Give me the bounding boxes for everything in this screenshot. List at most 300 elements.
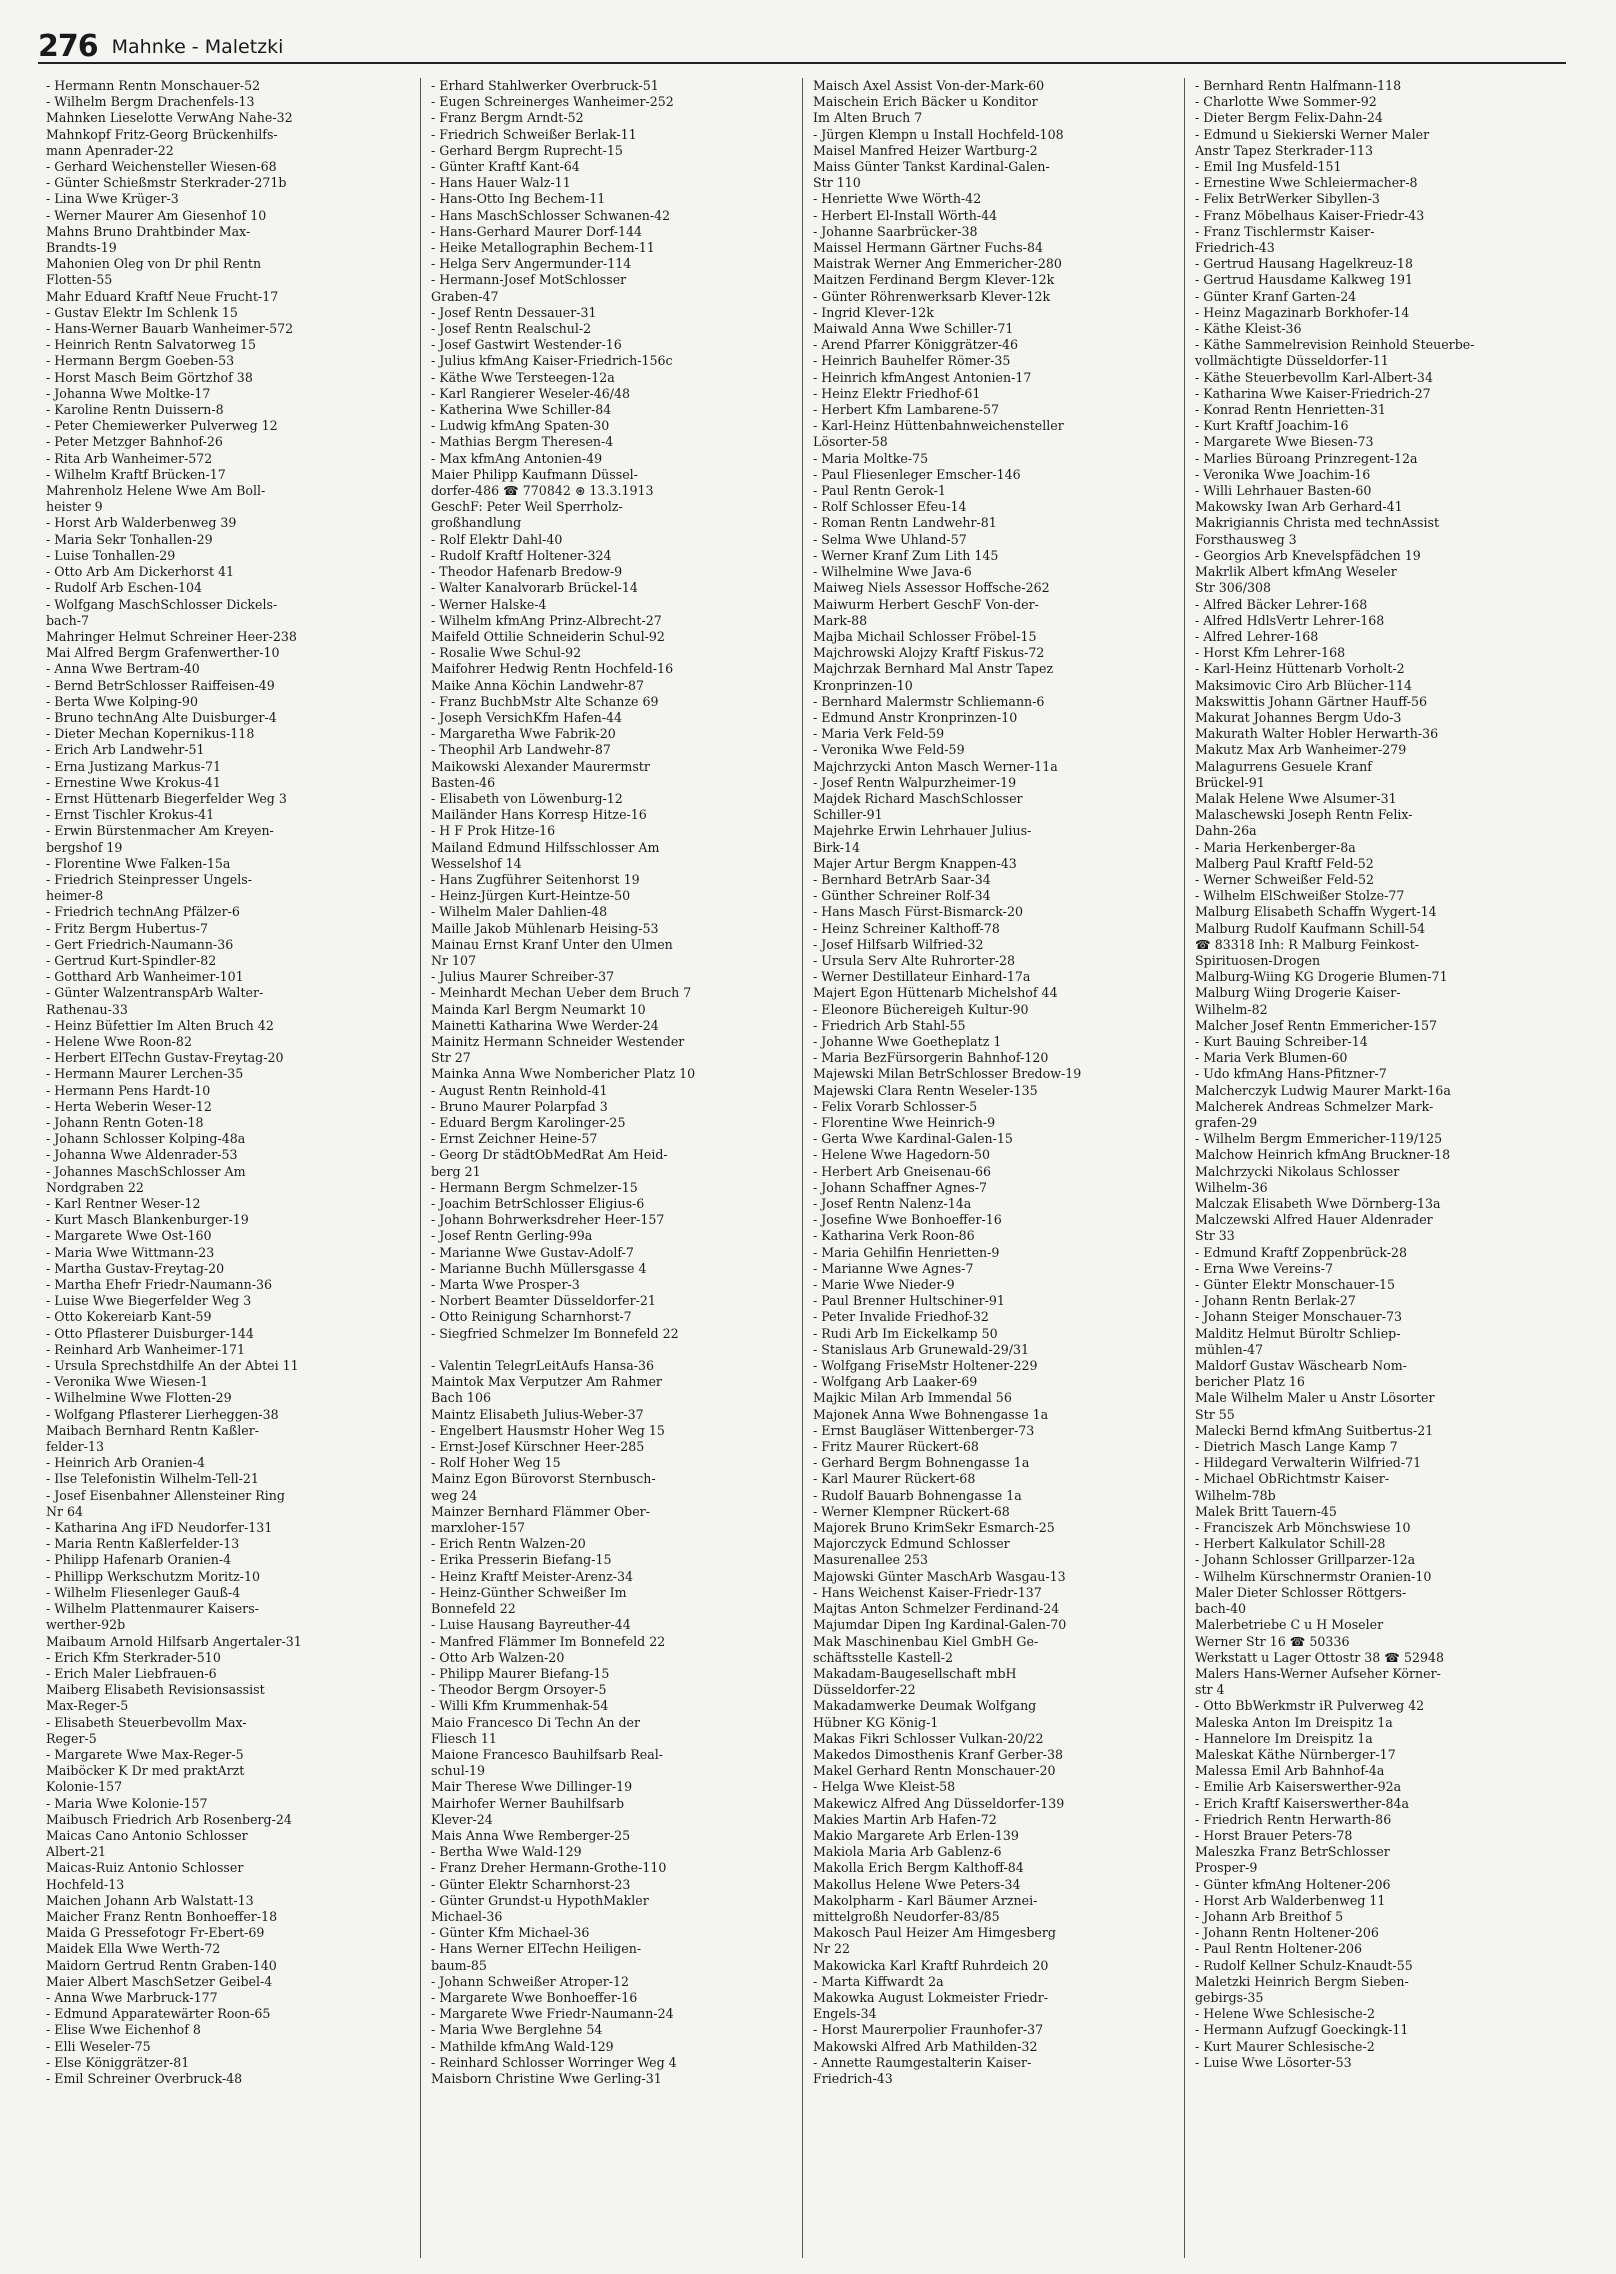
directory-entry: - Ursula Sprechstdhilfe An der Abtei 11: [46, 1358, 299, 1374]
directory-entry: - Marlies Büroang Prinzregent-12a: [1195, 450, 1418, 466]
directory-entry: Makrlik Albert kfmAng Weseler: [1195, 564, 1397, 580]
directory-entry: Werner Str 16 ☎ 50336: [1195, 1633, 1350, 1649]
directory-entry: Maisch Axel Assist Von-der-Mark-60: [813, 78, 1045, 93]
directory-entry: Anstr Tapez Sterkrader-113: [1195, 142, 1373, 158]
directory-entry: felder-13: [46, 1439, 104, 1455]
directory-entry: Maissel Hermann Gärtner Fuchs-84: [813, 240, 1043, 256]
directory-entry: Maintz Elisabeth Julius-Weber-37: [431, 1406, 644, 1422]
directory-entry: - Günter Grundst-u HypothMakler: [431, 1892, 649, 1908]
directory-entry: heister 9: [46, 499, 103, 515]
directory-entry: - Fritz Bergm Hubertus-7: [46, 920, 209, 936]
directory-entry: - Ilse Telefonistin Wilhelm-Tell-21: [46, 1471, 259, 1487]
directory-entry: Makadam-Baugesellschaft mbH: [813, 1665, 1017, 1681]
directory-entry: Makosch Paul Heizer Am Himgesberg: [813, 1925, 1056, 1941]
directory-entry: Mairhofer Werner Bauhilfsarb: [431, 1795, 625, 1811]
directory-entry: - Günter Röhrenwerksarb Klever-12k: [813, 288, 1051, 304]
directory-entry: GeschF: Peter Weil Sperrholz-: [431, 499, 623, 515]
directory-entry: Friedrich-43: [1195, 240, 1275, 256]
directory-entry: - Margarete Wwe Biesen-73: [1195, 434, 1374, 450]
directory-entry: Mahr Eduard Kraftf Neue Frucht-17: [46, 288, 279, 304]
directory-entry: heimer-8: [46, 888, 104, 904]
directory-entry: Makel Gerhard Rentn Monschauer-20: [813, 1763, 1056, 1779]
directory-entry: - Eugen Schreinerges Wanheimer-252: [431, 94, 674, 110]
directory-entry: - Hans Masch Fürst-Bismarck-20: [813, 904, 1023, 920]
directory-entry: Majorczyck Edmund Schlosser: [813, 1536, 1010, 1552]
directory-entry: - Peter Invalide Friedhof-32: [813, 1309, 989, 1325]
directory-entry: - Wolfgang Arb Laaker-69: [813, 1374, 978, 1390]
directory-entry: - Johann Bohrwerksdreher Heer-157: [431, 1212, 665, 1228]
directory-entry: - Johann Arb Breithof 5: [1195, 1908, 1344, 1924]
directory-entry: - Werner Klempner Rückert-68: [813, 1503, 1010, 1519]
directory-entry: Makewicz Alfred Ang Düsseldorfer-139: [813, 1795, 1065, 1811]
directory-entry: Maike Anna Köchin Landwehr-87: [431, 677, 644, 693]
directory-entry: - Udo kfmAng Hans-Pfitzner-7: [1195, 1066, 1387, 1082]
directory-entry: - Hermann Pens Hardt-10: [46, 1082, 211, 1098]
directory-entry: Majert Egon Hüttenarb Michelshof 44: [813, 985, 1058, 1001]
directory-entry: Maicas Cano Antonio Schlosser: [46, 1827, 248, 1843]
directory-entry: - Wilhelm Fliesenleger Gauß-4: [46, 1584, 241, 1600]
directory-entry: Makutz Max Arb Wanheimer-279: [1195, 742, 1407, 758]
directory-entry: - Franz BuchbMstr Alte Schanze 69: [431, 693, 659, 709]
directory-entry: Makolpharm - Karl Bäumer Arznei-: [813, 1892, 1038, 1908]
directory-entry: - Manfred Flämmer Im Bonnefeld 22: [431, 1633, 666, 1649]
directory-entry: Majehrke Erwin Lehrhauer Julius-: [813, 823, 1032, 839]
directory-entry: - Josef Rentn Walpurzheimer-19: [813, 774, 1017, 790]
directory-entry: - Helga Serv Angermunder-114: [431, 256, 632, 272]
directory-entry: - August Rentn Reinhold-41: [431, 1082, 608, 1098]
directory-entry: Maidorn Gertrud Rentn Graben-140: [46, 1957, 277, 1973]
directory-entry: Bonnefeld 22: [431, 1601, 516, 1617]
directory-entry: Majowski Günter MaschArb Wasgau-13: [813, 1568, 1066, 1584]
directory-entry: - Otto Reinigung Scharnhorst-7: [431, 1309, 632, 1325]
directory-entry: Mainetti Katharina Wwe Werder-24: [431, 1017, 659, 1033]
directory-entry: - Johann Rentn Holtener-206: [1195, 1925, 1379, 1941]
directory-entry: - Marianne Wwe Gustav-Adolf-7: [431, 1244, 634, 1260]
directory-entry: Makies Martin Arb Hafen-72: [813, 1811, 997, 1827]
directory-entry: Makowicka Karl Kraftf Ruhrdeich 20: [813, 1957, 1049, 1973]
directory-entry: - Käthe Wwe Tersteegen-12a: [431, 369, 615, 385]
directory-entry: - Günter Elektr Scharnhorst-23: [431, 1876, 631, 1892]
directory-entry: Mahns Bruno Drahtbinder Max-: [46, 223, 251, 239]
directory-entry: - Charlotte Wwe Sommer-92: [1195, 94, 1377, 110]
directory-entry: - Horst Brauer Peters-78: [1195, 1827, 1353, 1843]
directory-entry: Maksimovic Ciro Arb Blücher-114: [1195, 677, 1413, 693]
directory-entry: - Günther Schreiner Rolf-34: [813, 888, 991, 904]
directory-entry: - Georgios Arb Knevelspfädchen 19: [1195, 547, 1421, 563]
directory-entry: - Hermann Maurer Lerchen-35: [46, 1066, 244, 1082]
entry-list: [813, 78, 1178, 2087]
directory-entry: Mainka Anna Wwe Nombericher Platz 10: [431, 1066, 696, 1082]
directory-entry: Majumdar Dipen Ing Kardinal-Galen-70: [813, 1617, 1067, 1633]
directory-entry: - Hildegard Verwalterin Wilfried-71: [1195, 1455, 1422, 1471]
directory-entry: Albert-21: [46, 1844, 106, 1860]
directory-entry: - Ludwig kfmAng Spaten-30: [431, 418, 610, 434]
directory-entry: - Wilhelm kfmAng Prinz-Albrecht-27: [431, 612, 662, 628]
directory-entry: Bach 106: [431, 1390, 491, 1406]
directory-entry: - Franciszek Arb Mönchswiese 10: [1195, 1520, 1411, 1536]
directory-entry: Mainz Egon Bürovorst Sternbusch-: [431, 1471, 656, 1487]
directory-entry: - Erna Justizang Markus-71: [46, 758, 222, 774]
column-2: [420, 78, 802, 2258]
directory-entry: - Günter Elektr Monschauer-15: [1195, 1277, 1396, 1293]
directory-entry: - Felix Vorarb Schlosser-5: [813, 1098, 978, 1114]
directory-entry: Malek Britt Tauern-45: [1195, 1503, 1337, 1519]
directory-entry: - Maria Wwe Berglehne 54: [431, 2022, 603, 2038]
directory-entry: - Helga Wwe Kleist-58: [813, 1779, 956, 1795]
directory-entry: Maiböcker K Dr med praktArzt: [46, 1763, 245, 1779]
directory-entry: - Erich Kraftf Kaiserswerther-84a: [1195, 1795, 1410, 1811]
directory-entry: Makolla Erich Bergm Kalthoff-84: [813, 1860, 1024, 1876]
directory-entry: - Erich Maler Liebfrauen-6: [46, 1665, 217, 1681]
directory-entry: - Meinhardt Mechan Ueber dem Bruch 7: [431, 985, 692, 1001]
directory-entry: Makio Margarete Arb Erlen-139: [813, 1827, 1019, 1843]
directory-entry: - Rudolf Kraftf Holtener-324: [431, 547, 612, 563]
directory-entry: Hübner KG König-1: [813, 1714, 939, 1730]
directory-entry: - Emil Schreiner Overbruck-48: [46, 2070, 243, 2086]
directory-entry: - Hans-Gerhard Maurer Dorf-144: [431, 223, 643, 239]
directory-entry: Malecki Bernd kfmAng Suitbertus-21: [1195, 1422, 1434, 1438]
directory-entry: Malczak Elisabeth Wwe Dörnberg-13a: [1195, 1196, 1441, 1212]
directory-entry: - Edmund Kraftf Zoppenbrück-28: [1195, 1244, 1408, 1260]
directory-entry: Mainitz Hermann Schneider Westender: [431, 1033, 685, 1049]
directory-entry: Majchrzak Bernhard Mal Anstr Tapez: [813, 661, 1054, 677]
directory-entry: Graben-47: [431, 288, 499, 304]
directory-entry: - Gertrud Hausang Hagelkreuz-18: [1195, 256, 1413, 272]
directory-entry: Mai Alfred Bergm Grafenwerther-10: [46, 645, 280, 661]
directory-entry: - Franz Möbelhaus Kaiser-Friedr-43: [1195, 207, 1425, 223]
directory-entry: Maldorf Gustav Wäschearb Nom-: [1195, 1358, 1407, 1374]
directory-entry: - Käthe Steuerbevollm Karl-Albert-34: [1195, 369, 1433, 385]
directory-entry: Maisborn Christine Wwe Gerling-31: [431, 2070, 662, 2086]
directory-entry: - Willi Kfm Krummenhak-54: [431, 1698, 609, 1714]
directory-entry: Maler Dieter Schlosser Röttgers-: [1195, 1584, 1407, 1600]
directory-entry: schul-19: [431, 1763, 486, 1779]
entry-list: [1195, 78, 1560, 2071]
directory-entry: Maisel Manfred Heizer Wartburg-2: [813, 142, 1038, 158]
directory-entry: - Kurt Kraftf Joachim-16: [1195, 418, 1349, 434]
directory-entry: - Theodor Bergm Orsoyer-5: [431, 1682, 607, 1698]
directory-entry: Maier Albert MaschSetzer Geibel-4: [46, 1973, 273, 1989]
directory-entry: - Luise Hausang Bayreuther-44: [431, 1617, 631, 1633]
directory-entry: - Werner Halske-4: [431, 596, 547, 612]
directory-entry: Engels-34: [813, 2006, 877, 2022]
directory-entry: Str 55: [1195, 1406, 1235, 1422]
directory-entry: - Paul Rentn Gerok-1: [813, 483, 946, 499]
directory-entry: - Erna Wwe Vereins-7: [1195, 1260, 1334, 1276]
directory-entry: Lösorter-58: [813, 434, 888, 450]
directory-entry: - Werner Destillateur Einhard-17a: [813, 969, 1031, 985]
directory-entry: - Katharina Ang iFD Neudorfer-131: [46, 1520, 273, 1536]
directory-entry: Hochfeld-13: [46, 1876, 125, 1892]
directory-entry: - Wilhelmine Wwe Java-6: [813, 564, 972, 580]
directory-entry: Mahrenholz Helene Wwe Am Boll-: [46, 483, 266, 499]
directory-entry: - Johann Schlosser Kolping-48a: [46, 1131, 246, 1147]
directory-entry: - Rudolf Arb Eschen-104: [46, 580, 203, 596]
directory-entry: - Günter Kranf Garten-24: [1195, 288, 1357, 304]
directory-entry: - Gerhard Bergm Bohnengasse 1a: [813, 1455, 1030, 1471]
directory-entry: Maidek Ella Wwe Werth-72: [46, 1941, 221, 1957]
directory-entry: Nr 107: [431, 952, 477, 968]
directory-entry: Makedos Dimosthenis Kranf Gerber-38: [813, 1746, 1063, 1762]
directory-entry: Malditz Helmut Büroltr Schliep-: [1195, 1325, 1401, 1341]
directory-entry: Mainzer Bernhard Flämmer Ober-: [431, 1503, 650, 1519]
directory-entry: - Ernst Hüttenarb Biegerfelder Weg 3: [46, 790, 287, 806]
directory-entry: - Josef Gastwirt Westender-16: [431, 337, 622, 353]
directory-entry: - Horst Arb Walderbenweg 39: [46, 515, 237, 531]
directory-entry: Malczewski Alfred Hauer Aldenrader: [1195, 1212, 1433, 1228]
directory-entry: - Erich Kfm Sterkrader-510: [46, 1649, 221, 1665]
directory-entry: - Otto Kokereiarb Kant-59: [46, 1309, 212, 1325]
entry-list: [431, 78, 796, 2087]
directory-entry: - Josef Rentn Realschul-2: [431, 321, 592, 337]
directory-entry: - Maria Gehilfin Henrietten-9: [813, 1244, 1000, 1260]
directory-entry: - Philipp Maurer Biefang-15: [431, 1665, 610, 1681]
directory-entry: Makurath Walter Hobler Herwarth-36: [1195, 726, 1439, 742]
directory-entry: - Heinz Schreiner Kalthoff-78: [813, 920, 1000, 936]
directory-entry: - Kurt Bauing Schreiber-14: [1195, 1033, 1368, 1049]
directory-entry: Maikowski Alexander Maurermstr: [431, 758, 650, 774]
directory-entry: - Reinhard Arb Wanheimer-171: [46, 1341, 245, 1357]
directory-entry: dorfer-486 ☎ 770842 ⊛ 13.3.1913: [431, 483, 654, 499]
directory-entry: - Ernst Tischler Krokus-41: [46, 807, 215, 823]
directory-entry: - Otto Arb Walzen-20: [431, 1649, 565, 1665]
column-3: [802, 78, 1184, 2258]
directory-entry: - Johanne Saarbrücker-38: [813, 223, 978, 239]
directory-entry: - Hans Hauer Walz-11: [431, 175, 571, 191]
directory-entry: - Heinrich Rentn Salvatorweg 15: [46, 337, 257, 353]
directory-entry: - Josef Rentn Nalenz-14a: [813, 1196, 972, 1212]
directory-entry: Mainau Ernst Kranf Unter den Ulmen: [431, 936, 673, 952]
directory-entry: str 4: [1195, 1682, 1225, 1698]
directory-entry: - Erich Rentn Walzen-20: [431, 1536, 586, 1552]
directory-entry: - Emil Ing Musfeld-151: [1195, 159, 1342, 175]
directory-entry: Maiwurm Herbert GeschF Von-der-: [813, 596, 1039, 612]
directory-entry: - Elli Weseler-75: [46, 2038, 151, 2054]
directory-entry: [431, 1342, 796, 1358]
directory-entry: Malcherek Andreas Schmelzer Mark-: [1195, 1098, 1434, 1114]
directory-entry: - Bruno technAng Alte Duisburger-4: [46, 709, 277, 725]
directory-entry: grafen-29: [1195, 1115, 1258, 1130]
directory-entry: - Gerta Wwe Kardinal-Galen-15: [813, 1131, 1013, 1147]
columns: [38, 78, 1566, 2258]
directory-entry: Makas Fikri Schlosser Vulkan-20/22: [813, 1730, 1044, 1746]
directory-entry: - Hans MaschSchlosser Schwanen-42: [431, 207, 671, 223]
directory-entry: Majewski Clara Rentn Weseler-135: [813, 1082, 1038, 1098]
directory-entry: - Marie Wwe Nieder-9: [813, 1277, 955, 1293]
directory-entry: - Maria Verk Blumen-60: [1195, 1050, 1348, 1066]
directory-entry: Majorek Bruno KrimSekr Esmarch-25: [813, 1520, 1055, 1536]
directory-entry: - Heinz Büfettier Im Alten Bruch 42: [46, 1017, 274, 1033]
directory-entry: Masurenallee 253: [813, 1552, 929, 1568]
directory-entry: - Alfred Bäcker Lehrer-168: [1195, 596, 1368, 612]
directory-entry: - Herbert Kalkulator Schill-28: [1195, 1536, 1386, 1552]
directory-entry: - Johann Schweißer Atroper-12: [431, 1973, 630, 1989]
directory-entry: - Heinrich Arb Oranien-4: [46, 1455, 206, 1471]
directory-entry: - Werner Kranf Zum Lith 145: [813, 547, 999, 563]
directory-entry: Nr 22: [813, 1941, 851, 1957]
directory-entry: Maichen Johann Arb Walstatt-13: [46, 1892, 254, 1908]
directory-entry: Kolonie-157: [46, 1779, 123, 1795]
directory-entry: - Ingrid Klever-12k: [813, 304, 934, 320]
directory-entry: Majer Artur Bergm Knappen-43: [813, 855, 1017, 871]
directory-entry: Majewski Milan BetrSchlosser Bredow-19: [813, 1066, 1082, 1082]
directory-entry: weg 24: [431, 1487, 478, 1503]
directory-entry: Maida G Pressefotogr Fr-Ebert-69: [46, 1925, 265, 1941]
directory-entry: - Friedrich Arb Stahl-55: [813, 1017, 966, 1033]
directory-entry: Makiola Maria Arb Gablenz-6: [813, 1844, 1002, 1860]
directory-entry: Maistrak Werner Ang Emmericher-280: [813, 256, 1062, 272]
directory-entry: - Josef Eisenbahner Allensteiner Ring: [46, 1487, 285, 1503]
directory-entry: Malagurrens Gesuele Kranf: [1195, 758, 1372, 774]
directory-entry: Makowski Alfred Arb Mathilden-32: [813, 2038, 1038, 2054]
directory-entry: Maicas-Ruiz Antonio Schlosser: [46, 1860, 244, 1876]
directory-entry: Mark-88: [813, 612, 868, 628]
directory-entry: - Dieter Bergm Felix-Dahn-24: [1195, 110, 1383, 126]
column-4: [1184, 78, 1566, 2258]
directory-entry: - Maria Wwe Wittmann-23: [46, 1244, 215, 1260]
directory-entry: - Max kfmAng Antonien-49: [431, 450, 603, 466]
directory-entry: - Joseph VersichKfm Hafen-44: [431, 709, 623, 725]
directory-entry: - Gertrud Hausdame Kalkweg 191: [1195, 272, 1413, 288]
directory-entry: - Wolfgang FriseMstr Holtener-229: [813, 1358, 1038, 1374]
directory-entry: - Alfred Lehrer-168: [1195, 628, 1319, 644]
directory-entry: - Gertrud Kurt-Spindler-82: [46, 952, 217, 968]
directory-entry: bergshof 19: [46, 839, 123, 855]
directory-entry: Makurat Johannes Bergm Udo-3: [1195, 709, 1402, 725]
directory-entry: - Helene Wwe Schlesische-2: [1195, 2006, 1376, 2022]
directory-entry: Str 110: [813, 175, 861, 191]
directory-entry: Maiweg Niels Assessor Hoffsche-262: [813, 580, 1050, 596]
directory-entry: - Maria Wwe Kolonie-157: [46, 1795, 208, 1811]
directory-entry: - Bernhard Rentn Halfmann-118: [1195, 78, 1402, 93]
directory-entry: - Josef Hilfsarb Wilfried-32: [813, 936, 984, 952]
directory-entry: Malburg-Wiing KG Drogerie Blumen-71: [1195, 969, 1448, 985]
directory-entry: Malessa Emil Arb Bahnhof-4a: [1195, 1763, 1385, 1779]
directory-entry: - Johann Schlosser Grillparzer-12a: [1195, 1552, 1416, 1568]
directory-entry: - Karl Maurer Rückert-68: [813, 1471, 976, 1487]
directory-entry: Str 306/308: [1195, 580, 1272, 596]
directory-entry: - Rudolf Kellner Schulz-Knaudt-55: [1195, 1957, 1413, 1973]
directory-entry: - Heinz-Jürgen Kurt-Heintze-50: [431, 888, 631, 904]
directory-entry: - Günter WalzentranspArb Walter-: [46, 985, 264, 1001]
directory-entry: - Konrad Rentn Henrietten-31: [1195, 402, 1386, 418]
directory-entry: - Bertha Wwe Wald-129: [431, 1844, 582, 1860]
directory-entry: - Bernhard Malermstr Schliemann-6: [813, 693, 1045, 709]
directory-entry: Makadamwerke Deumak Wolfgang: [813, 1698, 1037, 1714]
directory-entry: - Werner Schweißer Feld-52: [1195, 871, 1375, 887]
directory-entry: - Ursula Serv Alte Ruhrorter-28: [813, 952, 1016, 968]
directory-entry: - Wilhelm ElSchweißer Stolze-77: [1195, 888, 1405, 904]
directory-entry: Maischein Erich Bäcker u Konditor: [813, 94, 1038, 110]
directory-entry: Schiller-91: [813, 807, 883, 823]
directory-entry: - Julius kfmAng Kaiser-Friedrich-156c: [431, 353, 673, 369]
page-number: 276: [38, 29, 98, 64]
directory-entry: - Heinrich Bauhelfer Römer-35: [813, 353, 1011, 369]
directory-entry: vollmächtigte Düsseldorfer-11: [1195, 353, 1389, 369]
directory-entry: - Martha Ehefr Friedr-Naumann-36: [46, 1277, 272, 1293]
directory-entry: - Margarete Wwe Friedr-Naumann-24: [431, 2006, 674, 2022]
directory-entry: - Hermann-Josef MotSchlosser: [431, 272, 627, 288]
directory-entry: - Josefine Wwe Bonhoeffer-16: [813, 1212, 1002, 1228]
directory-entry: Nr 64: [46, 1503, 84, 1519]
directory-entry: - Karl Rentner Weser-12: [46, 1196, 201, 1212]
directory-entry: - Dietrich Masch Lange Kamp 7: [1195, 1439, 1398, 1455]
directory-entry: - H F Prok Hitze-16: [431, 823, 556, 839]
directory-entry: - Paul Rentn Holtener-206: [1195, 1941, 1363, 1957]
directory-entry: - Franz Bergm Arndt-52: [431, 110, 584, 126]
directory-entry: - Bernhard BetrArb Saar-34: [813, 871, 991, 887]
directory-entry: Male Wilhelm Maler u Anstr Lösorter: [1195, 1390, 1435, 1406]
directory-entry: Malerbetriebe C u H Moseler: [1195, 1617, 1384, 1633]
directory-entry: Fliesch 11: [431, 1730, 497, 1746]
directory-entry: - Rudolf Bauarb Bohnengasse 1a: [813, 1487, 1022, 1503]
directory-entry: werther-92b: [46, 1617, 126, 1633]
directory-entry: Nordgraben 22: [46, 1179, 144, 1195]
directory-entry: Makswittis Johann Gärtner Hauff-56: [1195, 693, 1428, 709]
directory-entry: - Margaretha Wwe Fabrik-20: [431, 726, 616, 742]
directory-entry: - Johanne Wwe Goetheplatz 1: [813, 1033, 1002, 1049]
directory-entry: Maifohrer Hedwig Rentn Hochfeld-16: [431, 661, 674, 677]
directory-entry: - Elise Wwe Eichenhof 8: [46, 2022, 201, 2038]
directory-entry: Mair Therese Wwe Dillinger-19: [431, 1779, 633, 1795]
directory-entry: - Katharina Wwe Kaiser-Friedrich-27: [1195, 385, 1431, 401]
directory-entry: - Gotthard Arb Wanheimer-101: [46, 969, 244, 985]
column-1: [38, 78, 420, 2258]
directory-entry: marxloher-157: [431, 1520, 526, 1536]
directory-entry: - Jürgen Klempn u Install Hochfeld-108: [813, 126, 1064, 142]
directory-entry: - Franz Tischlermstr Kaiser-: [1195, 223, 1375, 239]
directory-entry: - Günter Schießmstr Sterkrader-271b: [46, 175, 287, 191]
directory-entry: Mahnkopf Fritz-Georg Brückenhilfs-: [46, 126, 278, 142]
directory-entry: Mailänder Hans Korresp Hitze-16: [431, 807, 647, 823]
directory-entry: - Roman Rentn Landwehr-81: [813, 515, 997, 531]
directory-entry: Rathenau-33: [46, 1001, 128, 1017]
directory-entry: - Ernst Baugläser Wittenberger-73: [813, 1422, 1035, 1438]
directory-entry: - Otto Pflasterer Duisburger-144: [46, 1325, 254, 1341]
directory-entry: - Elisabeth von Löwenburg-12: [431, 790, 623, 806]
directory-entry: - Erwin Bürstenmacher Am Kreyen-: [46, 823, 274, 839]
directory-entry: Wilhelm-78b: [1195, 1487, 1276, 1503]
directory-entry: - Josef Rentn Gerling-99a: [431, 1228, 593, 1244]
directory-entry: - Eduard Bergm Karolinger-25: [431, 1115, 626, 1130]
directory-entry: - Margarete Wwe Ost-160: [46, 1228, 212, 1244]
directory-entry: - Horst Kfm Lehrer-168: [1195, 645, 1346, 661]
directory-entry: - Maria BezFürsorgerin Bahnhof-120: [813, 1050, 1049, 1066]
directory-entry: - Günter Kraftf Kant-64: [431, 159, 580, 175]
directory-entry: - Karl-Heinz Hüttenbahnweichensteller: [813, 418, 1064, 434]
directory-entry: mühlen-47: [1195, 1341, 1264, 1357]
directory-entry: - Georg Dr städtObMedRat Am Heid-: [431, 1147, 668, 1163]
directory-entry: - Maria Sekr Tonhallen-29: [46, 531, 213, 547]
directory-entry: bach-40: [1195, 1601, 1247, 1617]
directory-entry: - Theodor Hafenarb Bredow-9: [431, 564, 623, 580]
directory-entry: Birk-14: [813, 839, 860, 855]
directory-entry: - Anna Wwe Bertram-40: [46, 661, 200, 677]
directory-entry: - Wilhelmine Wwe Flotten-29: [46, 1390, 232, 1406]
directory-entry: - Lina Wwe Krüger-3: [46, 191, 179, 207]
directory-entry: - Margarete Wwe Max-Reger-5: [46, 1746, 244, 1762]
directory-entry: - Marianne Buchh Müllersgasse 4: [431, 1260, 647, 1276]
directory-entry: - Johann Rentn Berlak-27: [1195, 1293, 1356, 1309]
directory-entry: - Willi Lehrhauer Basten-60: [1195, 483, 1372, 499]
directory-entry: - Bruno Maurer Polarpfad 3: [431, 1098, 608, 1114]
directory-entry: - Veronika Wwe Joachim-16: [1195, 466, 1371, 482]
directory-entry: - Herbert El-Install Wörth-44: [813, 207, 998, 223]
directory-entry: Malburg Elisabeth Schaffn Wygert-14: [1195, 904, 1437, 920]
directory-entry: - Reinhard Schlosser Worringer Weg 4: [431, 2054, 677, 2070]
directory-entry: - Hans Zugführer Seitenhorst 19: [431, 871, 640, 887]
directory-entry: Maier Philipp Kaufmann Düssel-: [431, 466, 638, 482]
